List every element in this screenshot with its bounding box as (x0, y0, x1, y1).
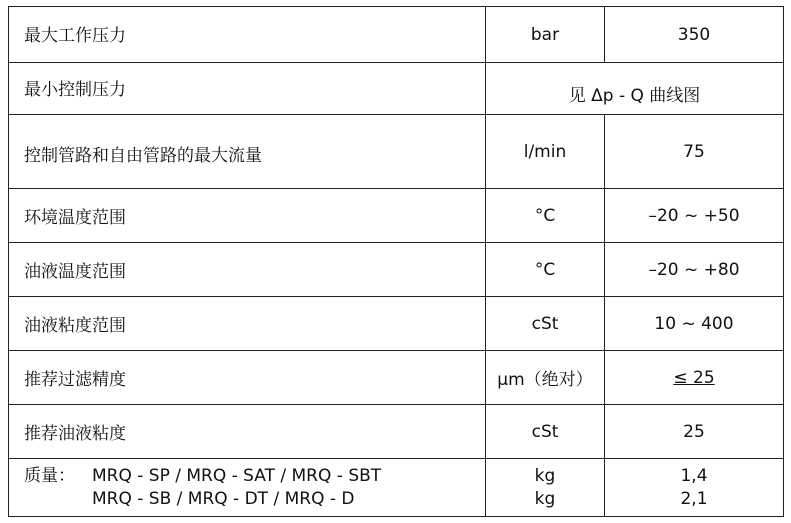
mass-param-cell (9, 459, 486, 517)
param-label: 推荐过滤精度 (24, 370, 126, 390)
unit-cell: l/min (486, 115, 605, 189)
param-label: 控制管路和自由管路的最大流量 (24, 146, 262, 166)
table-row (9, 351, 784, 405)
table-row (9, 115, 784, 189)
param-cell (9, 297, 486, 351)
table-row (9, 189, 784, 243)
mass-unit-cell (486, 459, 605, 517)
unit-cell: cSt (486, 297, 605, 351)
unit-cell: °C (486, 189, 605, 243)
mass-unit: kg (534, 466, 556, 486)
param-cell (9, 63, 486, 115)
specification-table (8, 6, 784, 517)
param-cell (9, 189, 486, 243)
table-row (9, 7, 784, 63)
value-cell: 10 ~ 400 (605, 297, 784, 351)
mass-models: MRQ - SB / MRQ - DT / MRQ - D (92, 489, 355, 509)
value-cell: 75 (605, 115, 784, 189)
value-cell: 350 (605, 7, 784, 63)
mass-value-cell (605, 459, 784, 517)
table-row (9, 63, 784, 115)
table-row (9, 405, 784, 459)
mass-label: 质量： (24, 466, 75, 486)
param-cell (9, 115, 486, 189)
param-label: 最小控制压力 (24, 80, 126, 100)
unit-cell: μm（绝对） (486, 351, 605, 405)
mass-unit: kg (534, 489, 556, 509)
param-label: 环境温度范围 (24, 208, 126, 228)
param-cell (9, 243, 486, 297)
unit-cell: cSt (486, 405, 605, 459)
unit-cell: °C (486, 243, 605, 297)
param-cell (9, 7, 486, 63)
value-cell: ≤ 25 (605, 351, 784, 405)
unit-cell: bar (486, 7, 605, 63)
mass-line (24, 465, 485, 488)
value-cell: –20 ~ +50 (605, 189, 784, 243)
table-row (9, 297, 784, 351)
mass-models: MRQ - SP / MRQ - SAT / MRQ - SBT (92, 466, 382, 486)
table-row (9, 243, 784, 297)
mass-value: 1,4 (680, 466, 708, 486)
mass-value: 2,1 (680, 489, 708, 509)
mass-line (24, 488, 485, 511)
merged-value-cell: 见 Δp - Q 曲线图 (486, 63, 784, 115)
table-row-mass (9, 459, 784, 517)
value-cell: –20 ~ +80 (605, 243, 784, 297)
value-cell: 25 (605, 405, 784, 459)
param-cell (9, 351, 486, 405)
param-label: 推荐油液粘度 (24, 424, 126, 444)
param-cell (9, 405, 486, 459)
param-label: 最大工作压力 (24, 26, 126, 46)
param-label: 油液粘度范围 (24, 316, 126, 336)
param-label: 油液温度范围 (24, 262, 126, 282)
